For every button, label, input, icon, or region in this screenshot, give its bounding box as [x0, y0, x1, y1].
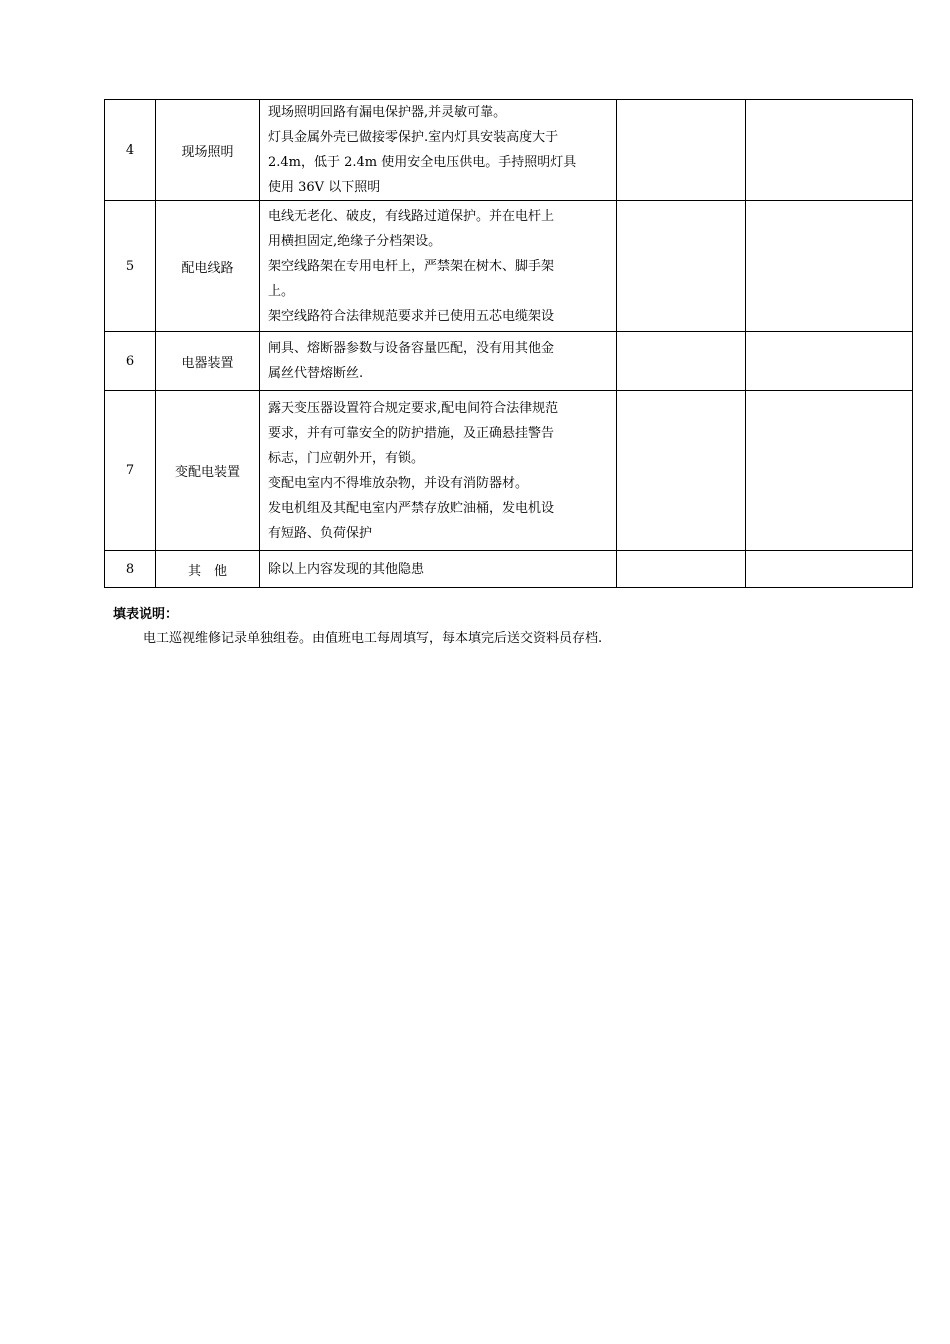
- content-line: 2.4m，低于 2.4m 使用安全电压供电。手持照明灯具: [268, 155, 577, 170]
- content-line: 用横担固定,绝缘子分档架设。: [268, 233, 442, 249]
- content-line: 属丝代替熔断丝.: [268, 366, 364, 381]
- row-number: 7: [105, 391, 156, 551]
- check-result-cell: [617, 100, 746, 201]
- check-result-cell: [617, 201, 746, 332]
- row-number: 8: [105, 551, 156, 588]
- content-line: 上。: [268, 283, 295, 299]
- content-line: 除以上内容发现的其他隐患: [268, 561, 425, 577]
- check-result-cell: [617, 391, 746, 551]
- content-line: 露天变压器设置符合规定要求,配电间符合法律规范: [268, 400, 559, 416]
- table-row: [105, 201, 913, 332]
- table-row: [105, 332, 913, 391]
- inspection-content: [260, 201, 617, 332]
- row-number: 5: [105, 201, 156, 332]
- content-line: 标志，门应朝外开，有锁。: [268, 450, 425, 466]
- content-line: 发电机组及其配电室内严禁存放贮油桶，发电机设: [268, 500, 555, 516]
- inspection-item: 其 他: [156, 551, 260, 588]
- row-number: 6: [105, 332, 156, 391]
- inspection-item: 配电线路: [156, 201, 260, 332]
- inspection-content: [260, 391, 617, 551]
- check-result-cell: [617, 551, 746, 588]
- remark-cell: [746, 100, 913, 201]
- inspection-item: 变配电装置: [156, 391, 260, 551]
- remark-cell: [746, 551, 913, 588]
- content-line: 闸具、熔断器参数与设备容量匹配，没有用其他金: [268, 341, 555, 356]
- inspection-item: 现场照明: [156, 100, 260, 201]
- content-line: 现场照明回路有漏电保护器,并灵敏可靠。: [268, 105, 507, 120]
- inspection-item: 电器装置: [156, 332, 260, 391]
- content-line: 架空线路符合法律规范要求并已使用五芯电缆架设: [268, 308, 555, 324]
- check-result-cell: [617, 332, 746, 391]
- table-row: [105, 551, 913, 588]
- content-line: 使用 36V 以下照明: [268, 180, 381, 195]
- content-line: 有短路、负荷保护: [268, 525, 373, 541]
- content-line: 灯具金属外壳已做接零保护.室内灯具安装高度大于: [268, 130, 559, 145]
- inspection-content: [260, 100, 617, 201]
- content-line: 要求，并有可靠安全的防护措施，及正确悬挂警告: [268, 425, 555, 441]
- notes-text: 电工巡视维修记录单独组卷。由值班电工每周填写，每本填完后送交资料员存档.: [143, 631, 603, 646]
- remark-cell: [746, 391, 913, 551]
- inspection-content: [260, 332, 617, 391]
- inspection-table: [104, 99, 913, 588]
- content-line: 变配电室内不得堆放杂物，并设有消防器材。: [268, 475, 529, 491]
- remark-cell: [746, 201, 913, 332]
- table-row: [105, 100, 913, 201]
- row-number: 4: [105, 100, 156, 201]
- inspection-content: [260, 551, 617, 588]
- notes-title: 填表说明：: [113, 607, 179, 622]
- content-line: 架空线路架在专用电杆上，严禁架在树木、脚手架: [268, 258, 555, 274]
- remark-cell: [746, 332, 913, 391]
- table-row: [105, 391, 913, 551]
- content-line: 电线无老化、破皮，有线路过道保护。并在电杆上: [268, 208, 555, 224]
